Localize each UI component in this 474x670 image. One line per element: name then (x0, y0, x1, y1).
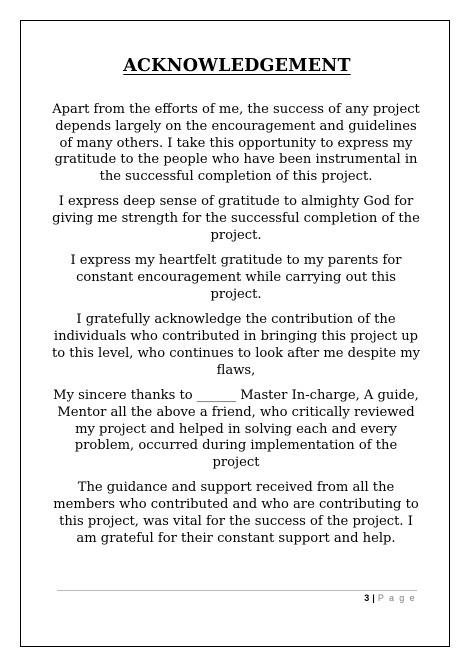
paragraph-support: The guidance and support received from all the members who contributed and who are contributing to this project, was vital for the success of the project. I am grateful for their constant support and help. (53, 480, 419, 546)
paragraph-parents: I express my heartfelt gratitude to my parents for constant encouragement while carrying out this project. (70, 253, 402, 302)
footer-divider (57, 590, 417, 591)
footer-separator: | (372, 593, 375, 603)
page-title: ACKNOWLEDGEMENT (123, 56, 351, 76)
paragraph-god: I express deep sense of gratitude to almighty God for giving me strength for the successful completion of the project. (52, 194, 420, 244)
paragraph-guide: My sincere thanks to ______ Master In-charge, A guide, Mentor all the above a friend, who critically reviewed my project and helped in solving each and every problem, occurred during implementation of the project (53, 387, 419, 471)
paragraph-individuals: I gratefully acknowledge the contribution of the individuals who contributed in bringing this project up to this level, who continues to look after me despite my flaws, (51, 312, 421, 378)
document-body (50, 102, 422, 556)
page-number: 3 (364, 593, 370, 603)
page-footer (364, 593, 416, 603)
page-label: P a g e (377, 593, 416, 603)
paragraph-efforts: Apart from the efforts of me, the success of any project depends largely on the encouragement and guidelines of many others. I take this opportunity to express my gratitude to the people who have been instrumental in the successful completion of this project. (52, 102, 420, 185)
